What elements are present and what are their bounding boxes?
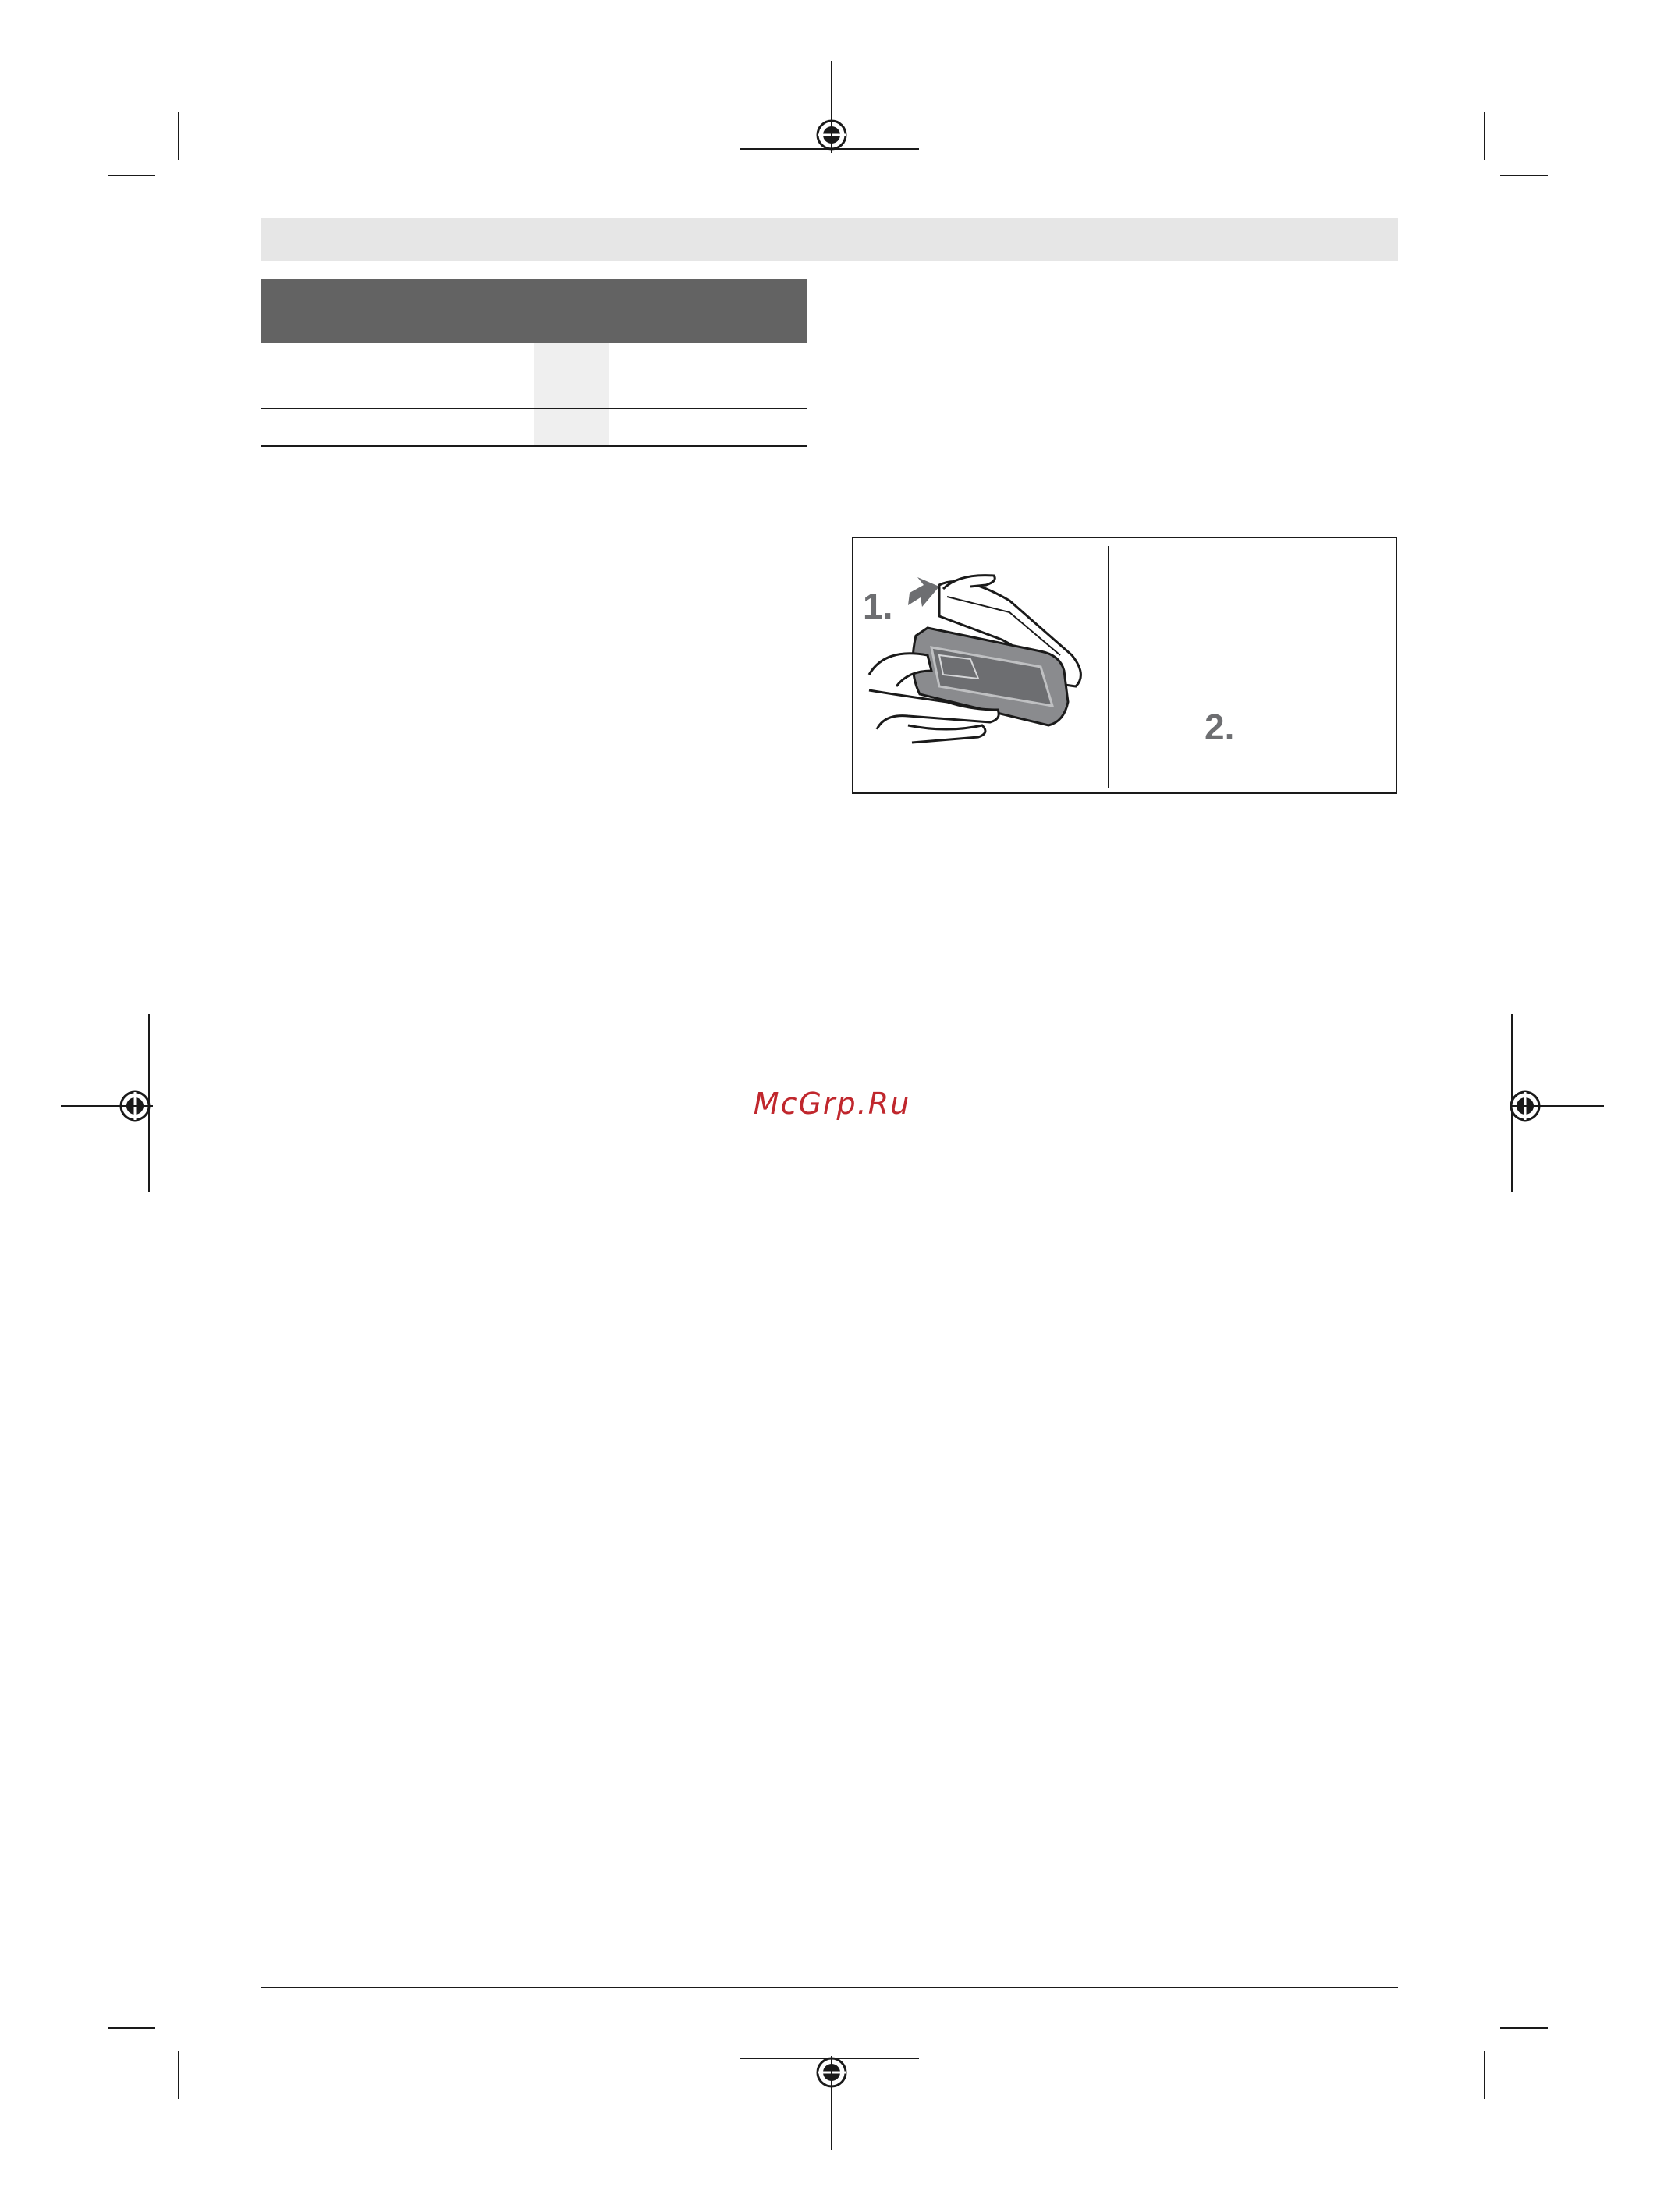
page-header-bar <box>261 218 1398 261</box>
table-shaded-column <box>534 343 609 446</box>
battery-insertion-figure <box>852 537 1397 794</box>
battery-illustration <box>853 538 1396 792</box>
step-1-label: 1. <box>863 586 893 626</box>
table-header <box>261 279 807 343</box>
registration-mark-icon <box>818 121 846 149</box>
registration-mark-icon <box>818 2058 846 2086</box>
registration-mark-icon <box>121 1092 149 1120</box>
table-row-divider <box>261 408 807 409</box>
footer-rule <box>261 1987 1398 1988</box>
registration-mark-icon <box>1511 1092 1539 1120</box>
table-bottom-rule <box>261 445 807 447</box>
step-2-label: 2. <box>1205 707 1235 747</box>
step1-panel <box>869 576 1080 743</box>
arrow-right-icon <box>908 577 939 607</box>
watermark-text: McGrp.Ru <box>753 1087 911 1121</box>
